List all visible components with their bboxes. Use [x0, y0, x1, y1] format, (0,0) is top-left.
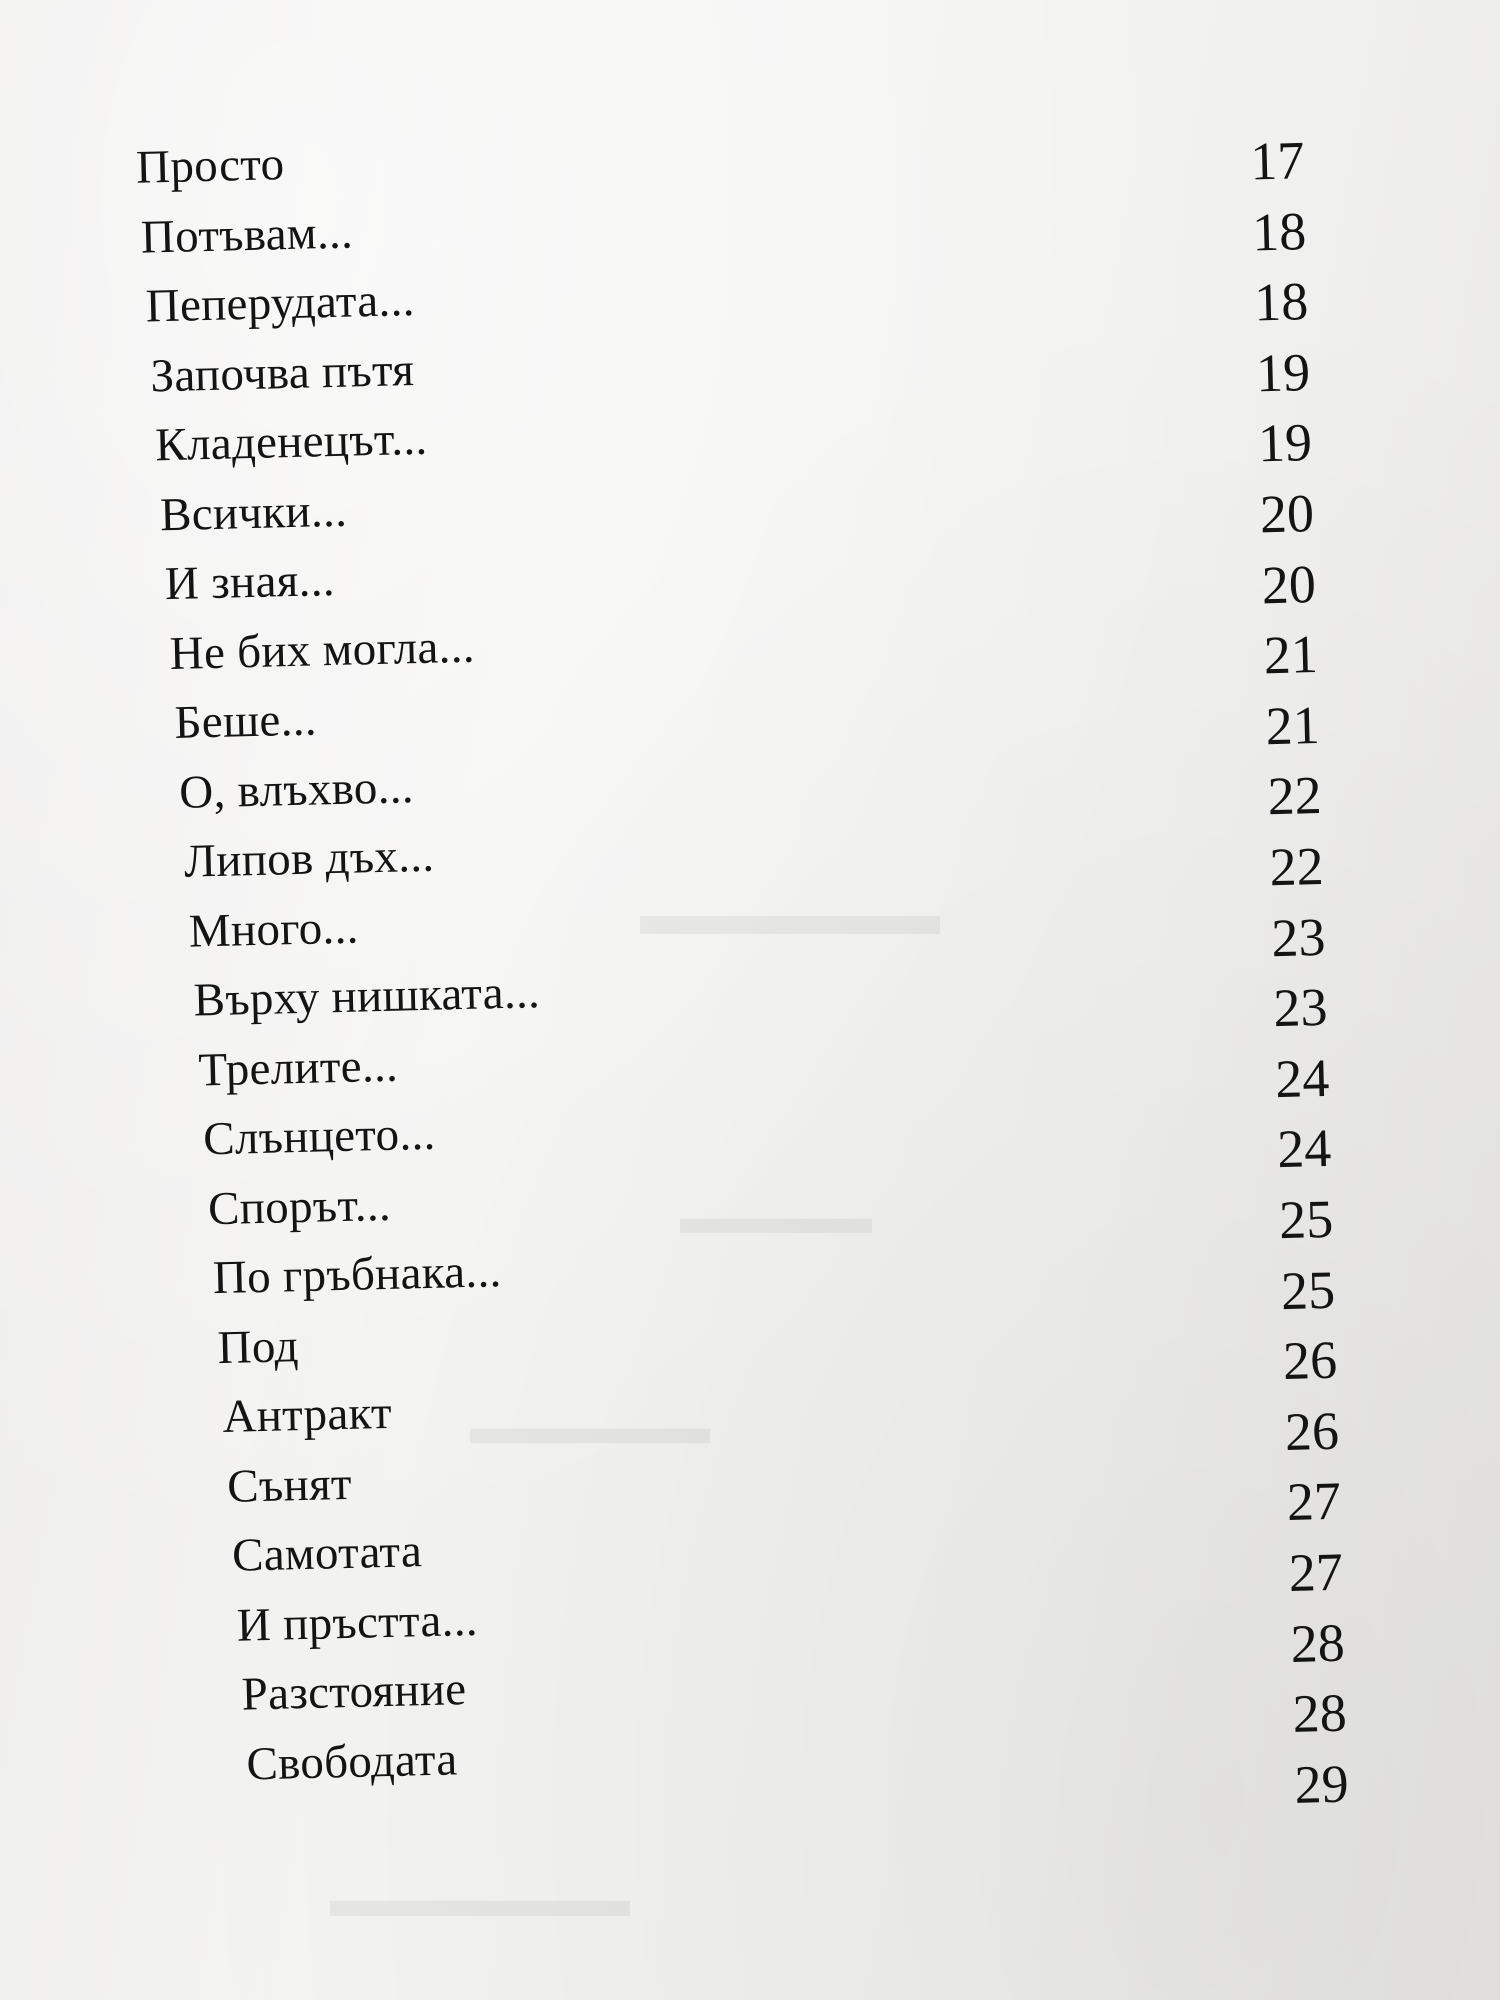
toc-entry-title: Свободата [245, 1732, 459, 1790]
toc-entry-title: Върху нишката... [193, 966, 541, 1027]
toc-entry-page-number: 20 [1261, 553, 1317, 615]
toc-entry-page-number: 21 [1264, 694, 1321, 757]
toc-entry-page-number: 29 [1293, 1753, 1350, 1815]
toc-entry-page-number: 25 [1278, 1188, 1334, 1251]
toc-entry-title: Слънцето... [202, 1107, 437, 1166]
toc-entry-title: Антракт [221, 1386, 393, 1443]
toc-entry-page-number: 18 [1253, 271, 1309, 333]
toc-entry-page-number: 22 [1266, 765, 1323, 827]
toc-entry-page-number: 24 [1274, 1047, 1331, 1109]
toc-entry-title: О, влъхво... [178, 760, 415, 819]
toc-entry-title: Самотата [231, 1525, 423, 1582]
toc-entry-title: Под [217, 1319, 300, 1374]
toc-entry-page-number: 26 [1284, 1400, 1340, 1462]
toc-entry-title: Започва пътя [149, 343, 415, 402]
toc-entry-page-number: 19 [1255, 341, 1311, 404]
toc-entry-page-number: 20 [1259, 483, 1315, 545]
toc-entry-page-number: 28 [1291, 1682, 1348, 1745]
toc-entry-title: Много... [188, 901, 360, 958]
toc-entry-title: Кладенецът... [154, 412, 428, 472]
toc-entry-page-number: 18 [1251, 200, 1307, 263]
toc-entry-page-number: 19 [1257, 412, 1313, 474]
toc-entry-title: Пеперудата... [145, 273, 416, 333]
toc-entry-page-number: 21 [1263, 624, 1319, 686]
toc-entry-title: Потъвам... [140, 205, 354, 264]
toc-entry-title: Просто [135, 138, 285, 194]
toc-entry-title: Всички... [159, 484, 348, 541]
toc-entry-page-number: 26 [1282, 1329, 1338, 1392]
toc-entry-title: И пръстта... [236, 1593, 479, 1652]
toc-entry-title: Трелите... [197, 1039, 399, 1096]
toc-entry-page-number: 24 [1276, 1118, 1332, 1180]
bleed-through-block: ▬▬▬▬▬▬ [330, 1871, 630, 1927]
toc-entry-page-number: 25 [1280, 1259, 1336, 1321]
toc-entry-page-number: 22 [1268, 835, 1325, 898]
toc-entry-title: Разстояние [241, 1663, 467, 1721]
toc-entry-page-number: 23 [1270, 906, 1327, 968]
toc-entry-title: Беше... [173, 693, 318, 749]
toc-entry-page-number: 27 [1288, 1541, 1344, 1603]
toc-entry-title: Не бих могла... [169, 620, 476, 680]
toc-entry-title: Сънят [226, 1457, 353, 1513]
toc-entry-page-number: 17 [1249, 130, 1306, 192]
toc-entry-title: Липов дъх... [183, 829, 435, 888]
bleed-through-block: ▬▬▬▬ [680, 1191, 872, 1244]
toc-entry-page-number: 28 [1289, 1612, 1346, 1674]
bleed-through-block: ▬▬▬▬▬ [470, 1401, 710, 1454]
toc-entry-page-number: 27 [1286, 1471, 1342, 1533]
bleed-through-block: ▬▬▬▬▬ [640, 881, 940, 947]
toc-entry-page-number: 23 [1272, 977, 1329, 1039]
toc-entry-title: И зная... [164, 554, 336, 611]
toc-entry-title: Спорът... [207, 1178, 392, 1235]
toc-entry-title: По гръбнака... [212, 1245, 503, 1305]
